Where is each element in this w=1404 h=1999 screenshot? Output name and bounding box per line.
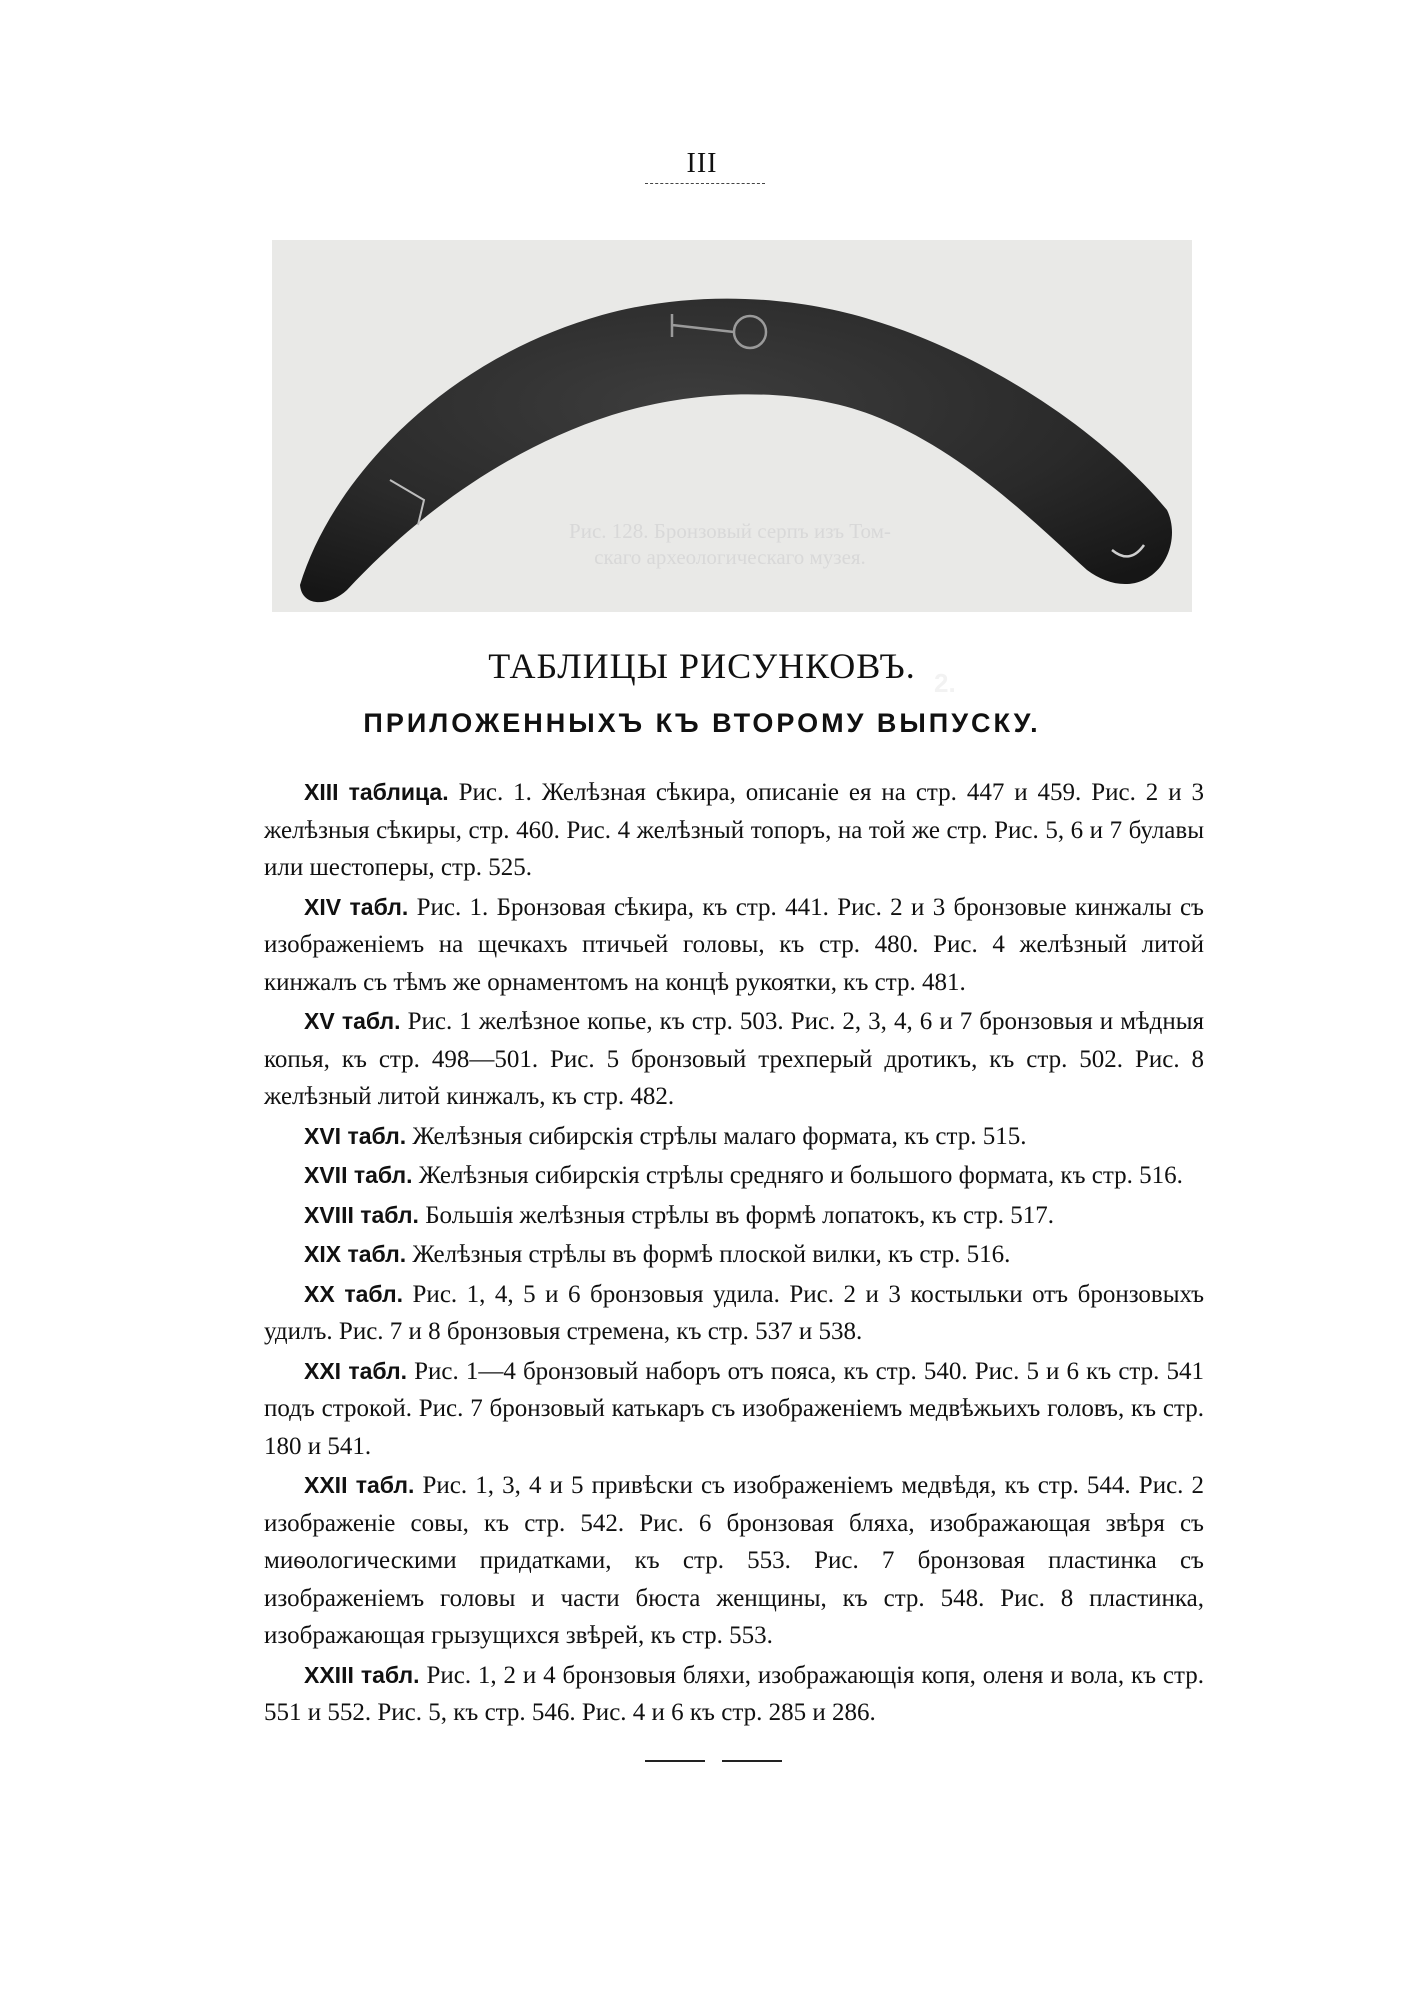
plate-description: Рис. 1, 2 и 4 бронзовыя бляхи, изображающія копя, оленя и вола, къ стр. 551 и 552. Рис. 5, къ стр. 546. Рис. 4 и 6 къ стр. 285 и 286. [264,1661,1205,1726]
plate-label: XV табл. [304,1008,401,1034]
plate-description: Рис. 1 желѣзное копье, къ стр. 503. Рис. 2, 3, 4, 6 и 7 бронзовыя и мѣдныя копья, къ стр. 498—501. Рис. 5 бронзовый трехперый дротикъ, къ стр. 502. Рис. 8 желѣзный литой кинжалъ, къ стр. 482. [264,1008,1204,1110]
plate-label: XIII таблица. [304,779,449,805]
plate-entry [264,889,1204,1002]
plate-entry [264,1197,1204,1235]
plate-label: XIX табл. [304,1241,407,1267]
plate-description: Желѣзныя стрѣлы въ формѣ плоской вилки, къ стр. 516. [412,1241,1011,1268]
plate-description: Желѣзныя сибирскія стрѣлы средняго и большого формата, къ стр. 516. [418,1162,1183,1189]
plate-entry [264,1003,1204,1116]
plate-label: XVII табл. [304,1162,413,1188]
figure-caption-line: скаго археологическаго музея. [594,545,866,569]
plate-entry [264,1157,1204,1195]
plate-description: Рис. 1, 4, 5 и 6 бронзовыя удила. Рис. 2 и 3 костыльки отъ бронзовыхъ удилъ. Рис. 7 и 8 бронзовыя стремена, къ стр. 537 и 538. [264,1280,1205,1345]
plate-entry [264,774,1204,887]
plate-entry [264,1353,1204,1466]
plate-description: Большія желѣзныя стрѣлы въ формѣ лопатокъ, къ стр. 517. [425,1201,1055,1229]
plate-description: Рис. 1. Бронзовая сѣкира, къ стр. 441. Рис. 2 и 3 бронзовые кинжалы съ изображеніемъ на щечкахъ птичьей головы, къ стр. 480. Рис. 4 желѣзный литой кинжалъ съ тѣмъ же орнаментомъ на концѣ рукоятки, къ стр. 481. [264,893,1204,996]
figure-caption-line: Рис. 128. Бронзовый серпъ изъ Том- [569,519,891,543]
plate-label: XVIII табл. [304,1201,419,1228]
figure-caption [500,518,960,570]
page-title: ТАБЛИЦЫ РИСУНКОВЪ. [488,646,916,686]
plate-entry [264,1657,1204,1732]
plate-label: XXI табл. [304,1357,408,1384]
plate-description: Рис. 1—4 бронзовый наборъ отъ пояса, къ стр. 540. Рис. 5 и 6 къ стр. 541 подъ строкой. Рис. 7 бронзовый катькаръ съ изображеніемъ медвѣжьихъ головъ, къ стр. 180 и 541. [264,1357,1204,1460]
end-rule-right [722,1760,782,1762]
plates-list [264,774,1204,1734]
plate-description: Рис. 1, 3, 4 и 5 привѣски съ изображеніемъ медвѣдя, къ стр. 544. Рис. 2 изображеніе совы, къ стр. 542. Рис. 6 бронзовая бляха, изображающая звѣря съ миѳологическими придатками, къ стр. 553. Рис. 7 бронзовая пластинка съ изображеніемъ головы и части бюста женщины, къ стр. 548. Рис. 8 пластинка, изображающая грызущихся звѣрей, къ стр. 553. [264,1472,1205,1649]
page-number-rule [645,183,765,184]
plate-entry [264,1118,1204,1156]
page-number: III [686,148,718,179]
plate-entry [264,1276,1204,1351]
plate-label: XXII табл. [304,1472,415,1498]
plate-label: XX табл. [304,1280,404,1307]
plate-label: XIV табл. [304,893,409,920]
plate-entry [264,1467,1204,1655]
plate-description: Желѣзныя сибирскія стрѣлы малаго формата, къ стр. 515. [412,1122,1027,1150]
plate-label: XXIII табл. [304,1661,420,1688]
page-subtitle: ПРИЛОЖЕННЫХЪ КЪ ВТОРОМУ ВЫПУСКУ. [363,708,1041,738]
plate-description: Рис. 1. Желѣзная сѣкира, описаніе ея на стр. 447 и 459. Рис. 2 и 3 желѣзныя сѣкиры, стр. 460. Рис. 4 желѣзный топоръ, на той же стр. Рис. 5, 6 и 7 булавы или шестоперы, стр. 525. [264,779,1205,881]
end-rule-left [645,1760,705,1762]
plate-entry [264,1236,1204,1274]
figure-number: 2. [934,668,956,698]
plate-label: XVI табл. [304,1122,407,1149]
